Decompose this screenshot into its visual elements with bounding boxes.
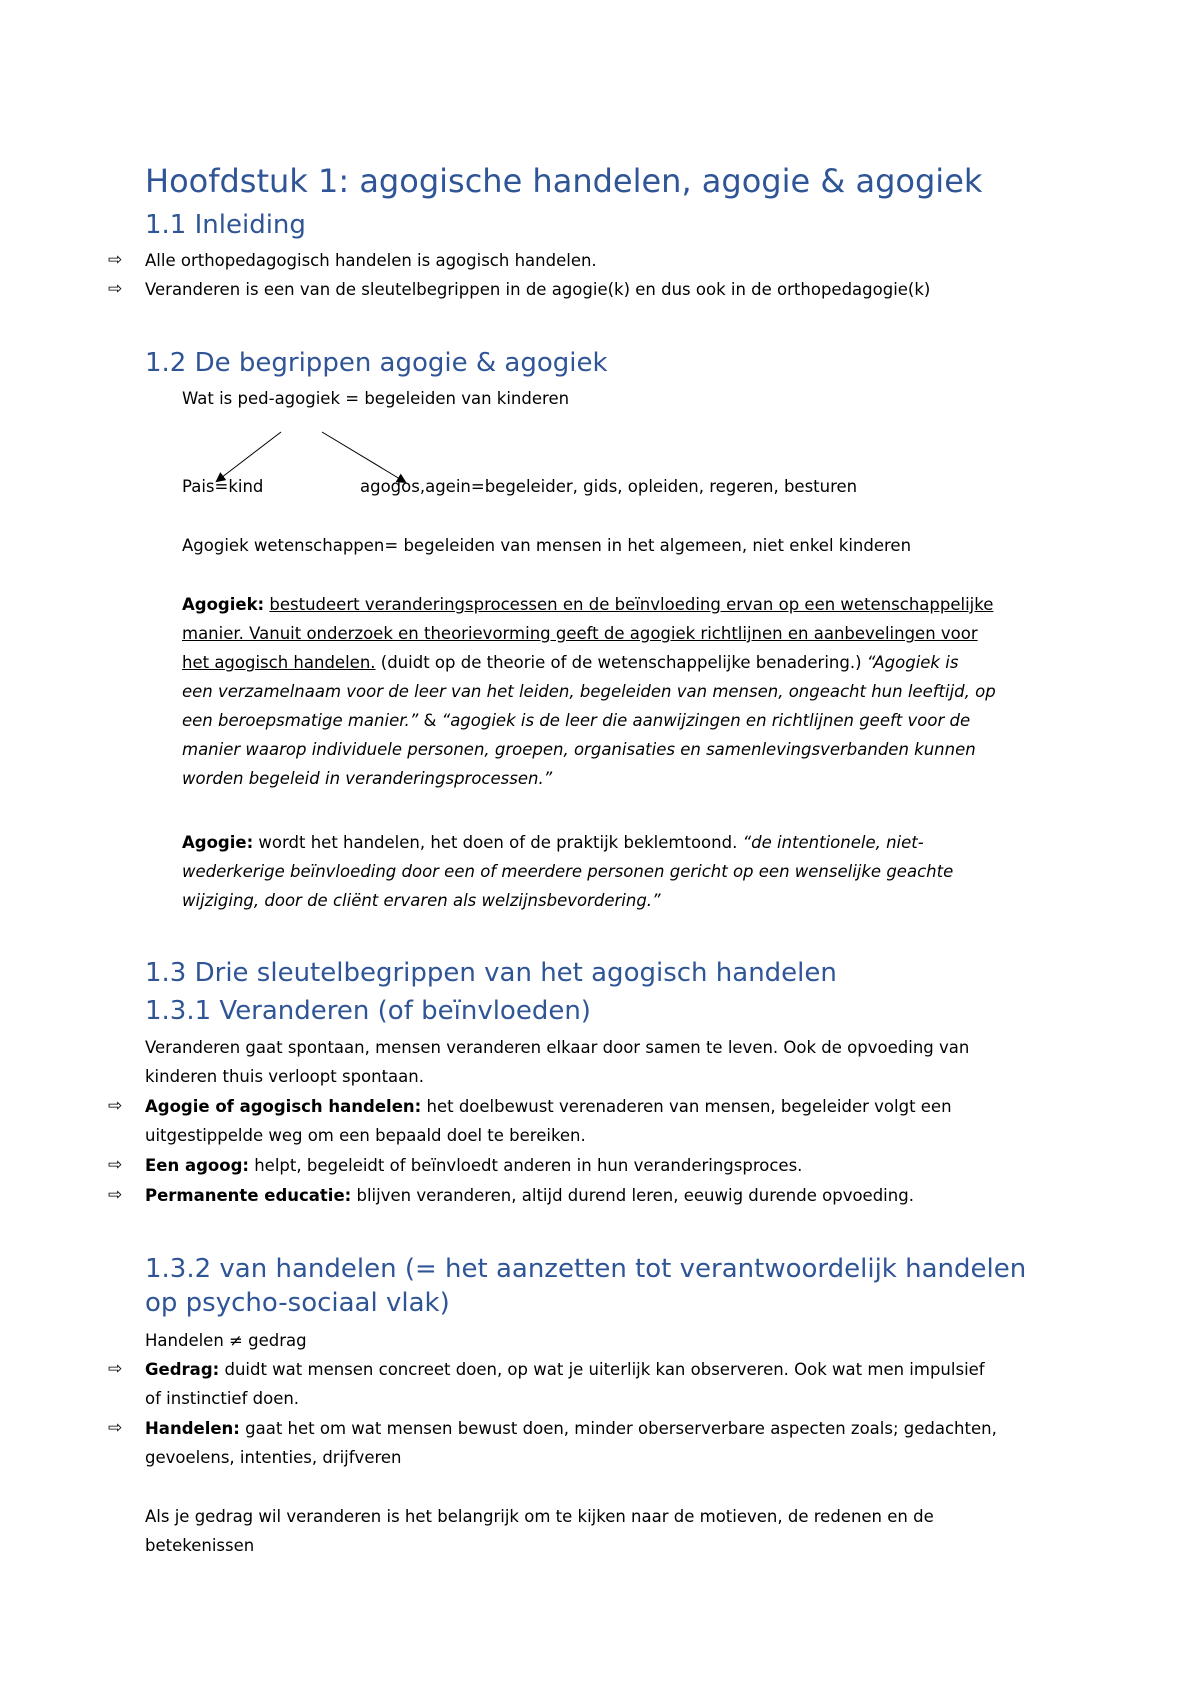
chapter-title: Hoofdstuk 1: agogische handelen, agogie & agogiek [145,162,983,200]
agogie-quote: wijziging, door de cliënt ervaren als welzijnsbevordering.” [182,891,661,910]
agogiek-quote: een verzamelnaam voor de leer van het leiden, begeleiden van mensen, ongeacht hun leeftijd, op [182,682,996,701]
arrow-bullet-icon: ⇨ [108,250,123,270]
agogie-term: Agogie: [182,833,254,852]
arrow-bullet-icon: ⇨ [108,279,123,299]
bullet-term: Agogie of agogisch handelen: [145,1097,422,1116]
agogiek-term: Agogiek: [182,595,265,614]
paragraph: kinderen thuis verloopt spontaan. [145,1067,424,1086]
bullet-term: Gedrag: [145,1360,220,1379]
agogiek-underlined: manier. Vanuit onderzoek en theorievorming geeft de agogiek richtlijnen en aanbevelingen voor [182,624,978,643]
paragraph: betekenissen [145,1536,255,1555]
arrow-bullet-icon: ⇨ [108,1359,123,1379]
agogiek-quote: “Agogiek is [866,653,959,672]
agogie-paragraph [182,828,1082,915]
agogiek-paragraph [182,590,1082,793]
bullet-text [145,1151,802,1180]
bullet-term: Handelen: [145,1419,240,1438]
section-heading-1-1: 1.1 Inleiding [145,210,306,240]
agogie-quote: wederkerige beïnvloeding door een of meerdere personen gericht op een wenselijke geachte [182,862,954,881]
subsection-heading-1-3-2-cont: op psycho-sociaal vlak) [145,1288,450,1318]
pedagogiek-definition: Wat is ped-agogiek = begeleiden van kinderen [182,389,570,408]
bullet-description: gaat het om wat mensen bewust doen, minder oberserverbare aspecten zoals; gedachten, [239,1419,997,1438]
bullet-text: Alle orthopedagogisch handelen is agogisch handelen. [145,251,597,270]
bullet-description: het doelbewust verenaderen van mensen, begeleider volgt een [421,1097,952,1116]
bullet-text [145,1181,914,1210]
bullet-text: gevoelens, intenties, drijfveren [145,1448,402,1467]
arrow-bullet-icon: ⇨ [108,1418,123,1438]
paragraph: Handelen ≠ gedrag [145,1331,307,1350]
arrow-bullet-icon: ⇨ [108,1185,123,1205]
agogie-quote: “de intentionele, niet- [742,833,924,852]
bullet-term: Permanente educatie: [145,1186,352,1205]
agogiek-underlined: het agogisch handelen. [182,653,376,672]
bullet-description: helpt, begeleidt of beïnvloedt anderen in hun veranderingsproces. [248,1156,803,1175]
bullet-text: uitgestippelde weg om een bepaald doel te bereiken. [145,1126,586,1145]
agogie-text: wordt het handelen, het doen of de praktijk beklemtoond. [253,833,743,852]
bullet-description: duidt wat mensen concreet doen, op wat je uiterlijk kan observeren. Ook wat men impulsief [219,1360,985,1379]
arrow-bullet-icon: ⇨ [108,1096,123,1116]
pais-label: Pais=kind [182,477,264,496]
agogiek-quote: worden begeleid in veranderingsprocessen.” [182,769,553,788]
bullet-text: Veranderen is een van de sleutelbegrippen in de agogie(k) en dus ook in de orthopedagogie(k) [145,280,931,299]
agogiek-quote: een beroepsmatige manier.” [182,711,419,730]
section-heading-1-3: 1.3 Drie sleutelbegrippen van het agogisch handelen [145,958,837,988]
agogiek-quote: manier waarop individuele personen, groepen, organisaties en samenlevingsverbanden kunnen [182,740,976,759]
etymology-diagram [0,0,1200,520]
agogiek-quote: “agogiek is de leer die aanwijzingen en richtlijnen geeft voor de [441,711,971,730]
bullet-text [145,1414,997,1443]
subsection-heading-1-3-1: 1.3.1 Veranderen (of beïnvloeden) [145,996,591,1026]
agogos-label: agogos,agein=begeleider, gids, opleiden, regeren, besturen [360,477,858,496]
paragraph: Veranderen gaat spontaan, mensen veranderen elkaar door samen te leven. Ook de opvoeding van [145,1038,970,1057]
agogiek-note: (duidt op de theorie of de wetenschappelijke benadering.) [375,653,867,672]
arrow-bullet-icon: ⇨ [108,1155,123,1175]
subsection-heading-1-3-2: 1.3.2 van handelen (= het aanzetten tot verantwoordelijk handelen [145,1254,1027,1284]
paragraph: Als je gedrag wil veranderen is het belangrijk om te kijken naar de motieven, de redenen en de [145,1507,934,1526]
section-heading-1-2: 1.2 De begrippen agogie & agogiek [145,348,608,378]
bullet-text [145,1355,985,1384]
agogiek-wetenschappen: Agogiek wetenschappen= begeleiden van mensen in het algemeen, niet enkel kinderen [182,536,912,555]
ampersand: & [418,711,442,730]
bullet-description: blijven veranderen, altijd durend leren, eeuwig durende opvoeding. [351,1186,914,1205]
bullet-text: of instinctief doen. [145,1389,300,1408]
agogiek-underlined: bestudeert veranderingsprocessen en de beïnvloeding ervan op een wetenschappelijke [269,595,994,614]
bullet-term: Een agoog: [145,1156,249,1175]
bullet-text [145,1092,952,1121]
